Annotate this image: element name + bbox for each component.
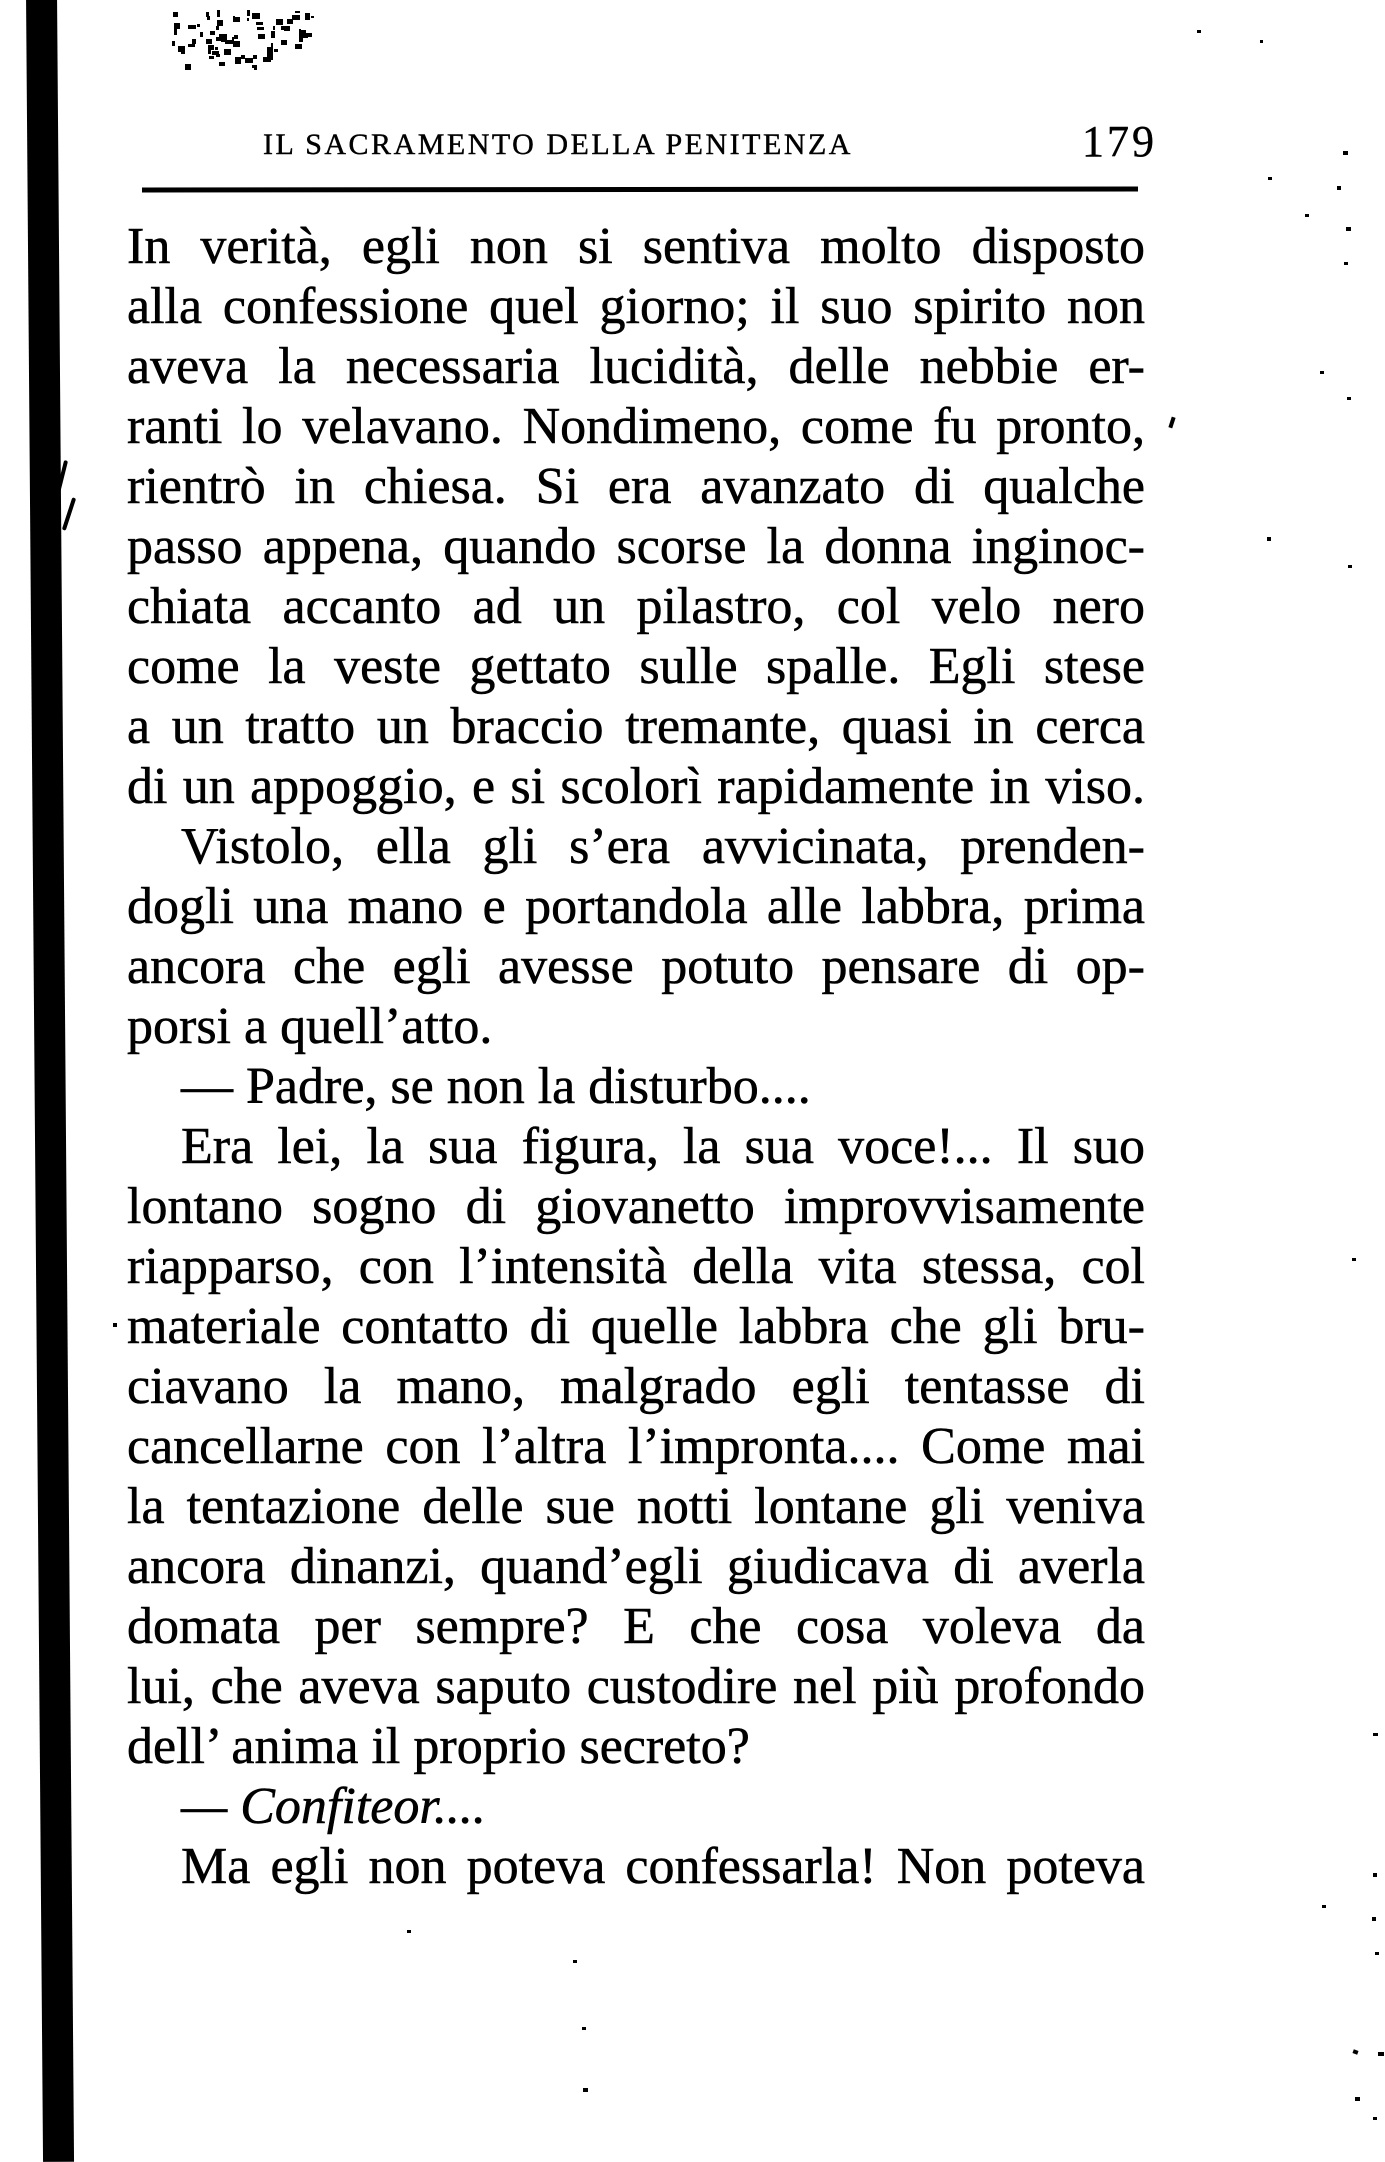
scan-speck — [1373, 1873, 1377, 1877]
smudge-dot — [247, 18, 249, 20]
smudge-dot — [188, 25, 196, 29]
text-line: dell’ anima il proprio secreto? — [127, 1718, 750, 1775]
smudge-dot — [188, 44, 195, 47]
text-line: ranti lo velavano. Nondimeno, come fu pronto, — [127, 398, 1145, 455]
smudge-dot — [311, 16, 314, 18]
text-line: — Padre, se non la disturbo.... — [181, 1058, 811, 1115]
smudge-dot — [305, 13, 310, 19]
smudge-dot — [256, 22, 260, 25]
smudge-dot — [267, 54, 272, 60]
scan-speck — [1373, 1733, 1378, 1736]
smudge-dot — [185, 64, 191, 69]
smudge-dot — [295, 11, 301, 13]
scan-speck — [1373, 2117, 1377, 2120]
text-line: a un tratto un braccio tremante, quasi in cerca — [127, 698, 1145, 755]
text-line: ciavano la mano, malgrado egli tentasse di — [127, 1358, 1145, 1415]
smudge-dot — [284, 26, 290, 31]
smudge-dot — [252, 65, 256, 69]
text-line: lontano sogno di giovanetto improvvisamente — [127, 1178, 1145, 1235]
smudge-dot — [301, 32, 305, 37]
smudge-dot — [192, 39, 196, 44]
smudge-dot — [252, 13, 260, 19]
scan-speck — [1322, 1905, 1326, 1908]
text-line: rientrò in chiesa. Si era avanzato di qualche — [127, 458, 1145, 515]
smudge-dot — [178, 46, 184, 53]
smudge-dot — [267, 47, 273, 54]
text-line: Era lei, la sua figura, la sua voce!... Il suo — [181, 1118, 1145, 1175]
scan-speck — [113, 1323, 117, 1327]
scan-speck — [1378, 2052, 1384, 2056]
scan-speck — [582, 2027, 586, 2030]
smudge-dot — [215, 47, 218, 50]
smudge-dot — [253, 55, 257, 59]
scan-speck — [1343, 151, 1348, 155]
smudge-dot — [209, 56, 214, 59]
scan-speck — [1168, 417, 1175, 429]
smudge-dot — [281, 40, 287, 45]
smudge-dot — [295, 44, 302, 49]
scan-speck — [583, 2088, 588, 2092]
smudge-dot — [210, 31, 215, 35]
smudge-dot — [233, 41, 239, 47]
scan-speck — [1355, 2097, 1360, 2101]
scan-speck — [1260, 40, 1263, 43]
scan-gutter-shadow — [26, 0, 74, 2162]
text-line: chiata accanto ad un pilastro, col velo nero — [127, 578, 1145, 635]
smudge-dot — [247, 10, 250, 16]
scan-speck — [1375, 1952, 1379, 1955]
scan-speck — [1347, 397, 1351, 400]
text-line: riapparso, con l’intensità della vita stessa, col — [127, 1238, 1145, 1295]
scan-speck — [573, 1960, 577, 1963]
smudge-dot — [274, 49, 278, 52]
smudge-dot — [174, 23, 180, 28]
text-line: ancora che egli avesse potuto pensare di op- — [127, 938, 1145, 995]
text-line: la tentazione delle sue notti lontane gli veniva — [127, 1478, 1145, 1535]
text-line: materiale contatto di quelle labbra che gli bru- — [127, 1298, 1145, 1355]
scan-speck — [1352, 2049, 1358, 2054]
smudge-dot — [207, 16, 209, 19]
text-line: come la veste gettato sulle spalle. Egli stese — [127, 638, 1145, 695]
smudge-dot — [206, 39, 211, 44]
smudge-dot — [174, 29, 177, 35]
smudge-dot — [217, 10, 220, 17]
smudge-dot — [233, 16, 235, 19]
scan-speck — [1305, 214, 1309, 217]
text-line: — Confiteor.... — [181, 1778, 486, 1835]
smudge-dot — [271, 31, 275, 37]
smudge-dot — [172, 41, 175, 45]
scan-speck — [1346, 227, 1351, 231]
scan-speck — [1197, 30, 1201, 33]
smudge-dot — [216, 26, 219, 31]
text-line: ancora dinanzi, quand’egli giudicava di averla — [127, 1538, 1145, 1595]
smudge-dot — [219, 34, 226, 39]
smudge-dot — [241, 55, 245, 59]
text-line: domata per sempre? E che cosa voleva da — [127, 1598, 1145, 1655]
scan-speck — [1320, 371, 1324, 374]
margin-mark — [62, 497, 76, 531]
text-line: Ma egli non poteva confessarla! Non poteva — [181, 1838, 1145, 1895]
smudge-dot — [197, 24, 201, 26]
smudge-dot — [216, 54, 220, 57]
scan-speck — [407, 1930, 411, 1933]
header-rule — [142, 186, 1138, 192]
scan-speck — [1268, 177, 1272, 180]
body-text — [127, 217, 1145, 1897]
scan-speck — [1348, 565, 1352, 568]
smudge-dot — [232, 37, 235, 43]
smudge-dot — [276, 19, 283, 26]
text-line: Vistolo, ella gli s’era avvicinata, prenden- — [181, 818, 1145, 875]
text-line: lui, che aveva saputo custodire nel più profondo — [127, 1658, 1145, 1715]
smudge-dot — [257, 27, 263, 30]
scan-speck — [1337, 186, 1341, 190]
smudge-dot — [287, 19, 293, 24]
smudge-dot — [224, 49, 231, 55]
running-title: IL SACRAMENTO DELLA PENITENZA — [263, 128, 853, 161]
scan-speck — [1352, 1258, 1356, 1261]
smudge-dot — [234, 35, 239, 39]
scan-speck — [1372, 1917, 1376, 1921]
smudge-dot — [235, 57, 241, 64]
smudge-dot — [219, 62, 225, 66]
text-line: porsi a quell’atto. — [127, 998, 493, 1055]
smudge-dot — [273, 26, 276, 30]
text-line: alla confessione quel giorno; il suo spirito non — [127, 278, 1145, 335]
smudge-dot — [173, 12, 178, 17]
scan-speck — [1344, 262, 1348, 265]
smudge-dot — [259, 36, 262, 38]
page-number: 179 — [1082, 117, 1157, 166]
smudge-dot — [200, 32, 203, 37]
text-line: di un appoggio, e si scolorì rapidamente in viso. — [127, 758, 1145, 815]
smudge-dot — [245, 58, 253, 63]
text-line: passo appena, quando scorse la donna inginoc- — [127, 518, 1145, 575]
text-line: In verità, egli non si sentiva molto disposto — [127, 218, 1145, 275]
smudge-dot — [296, 17, 300, 19]
text-line: aveva la necessaria lucidità, delle nebbie er- — [127, 338, 1145, 395]
text-line: cancellarne con l’altra l’impronta.... Come mai — [127, 1418, 1145, 1475]
text-line: dogli una mano e portandola alle labbra, prima — [127, 878, 1145, 935]
scan-speck — [1267, 537, 1271, 541]
smudge-dot — [208, 45, 215, 51]
